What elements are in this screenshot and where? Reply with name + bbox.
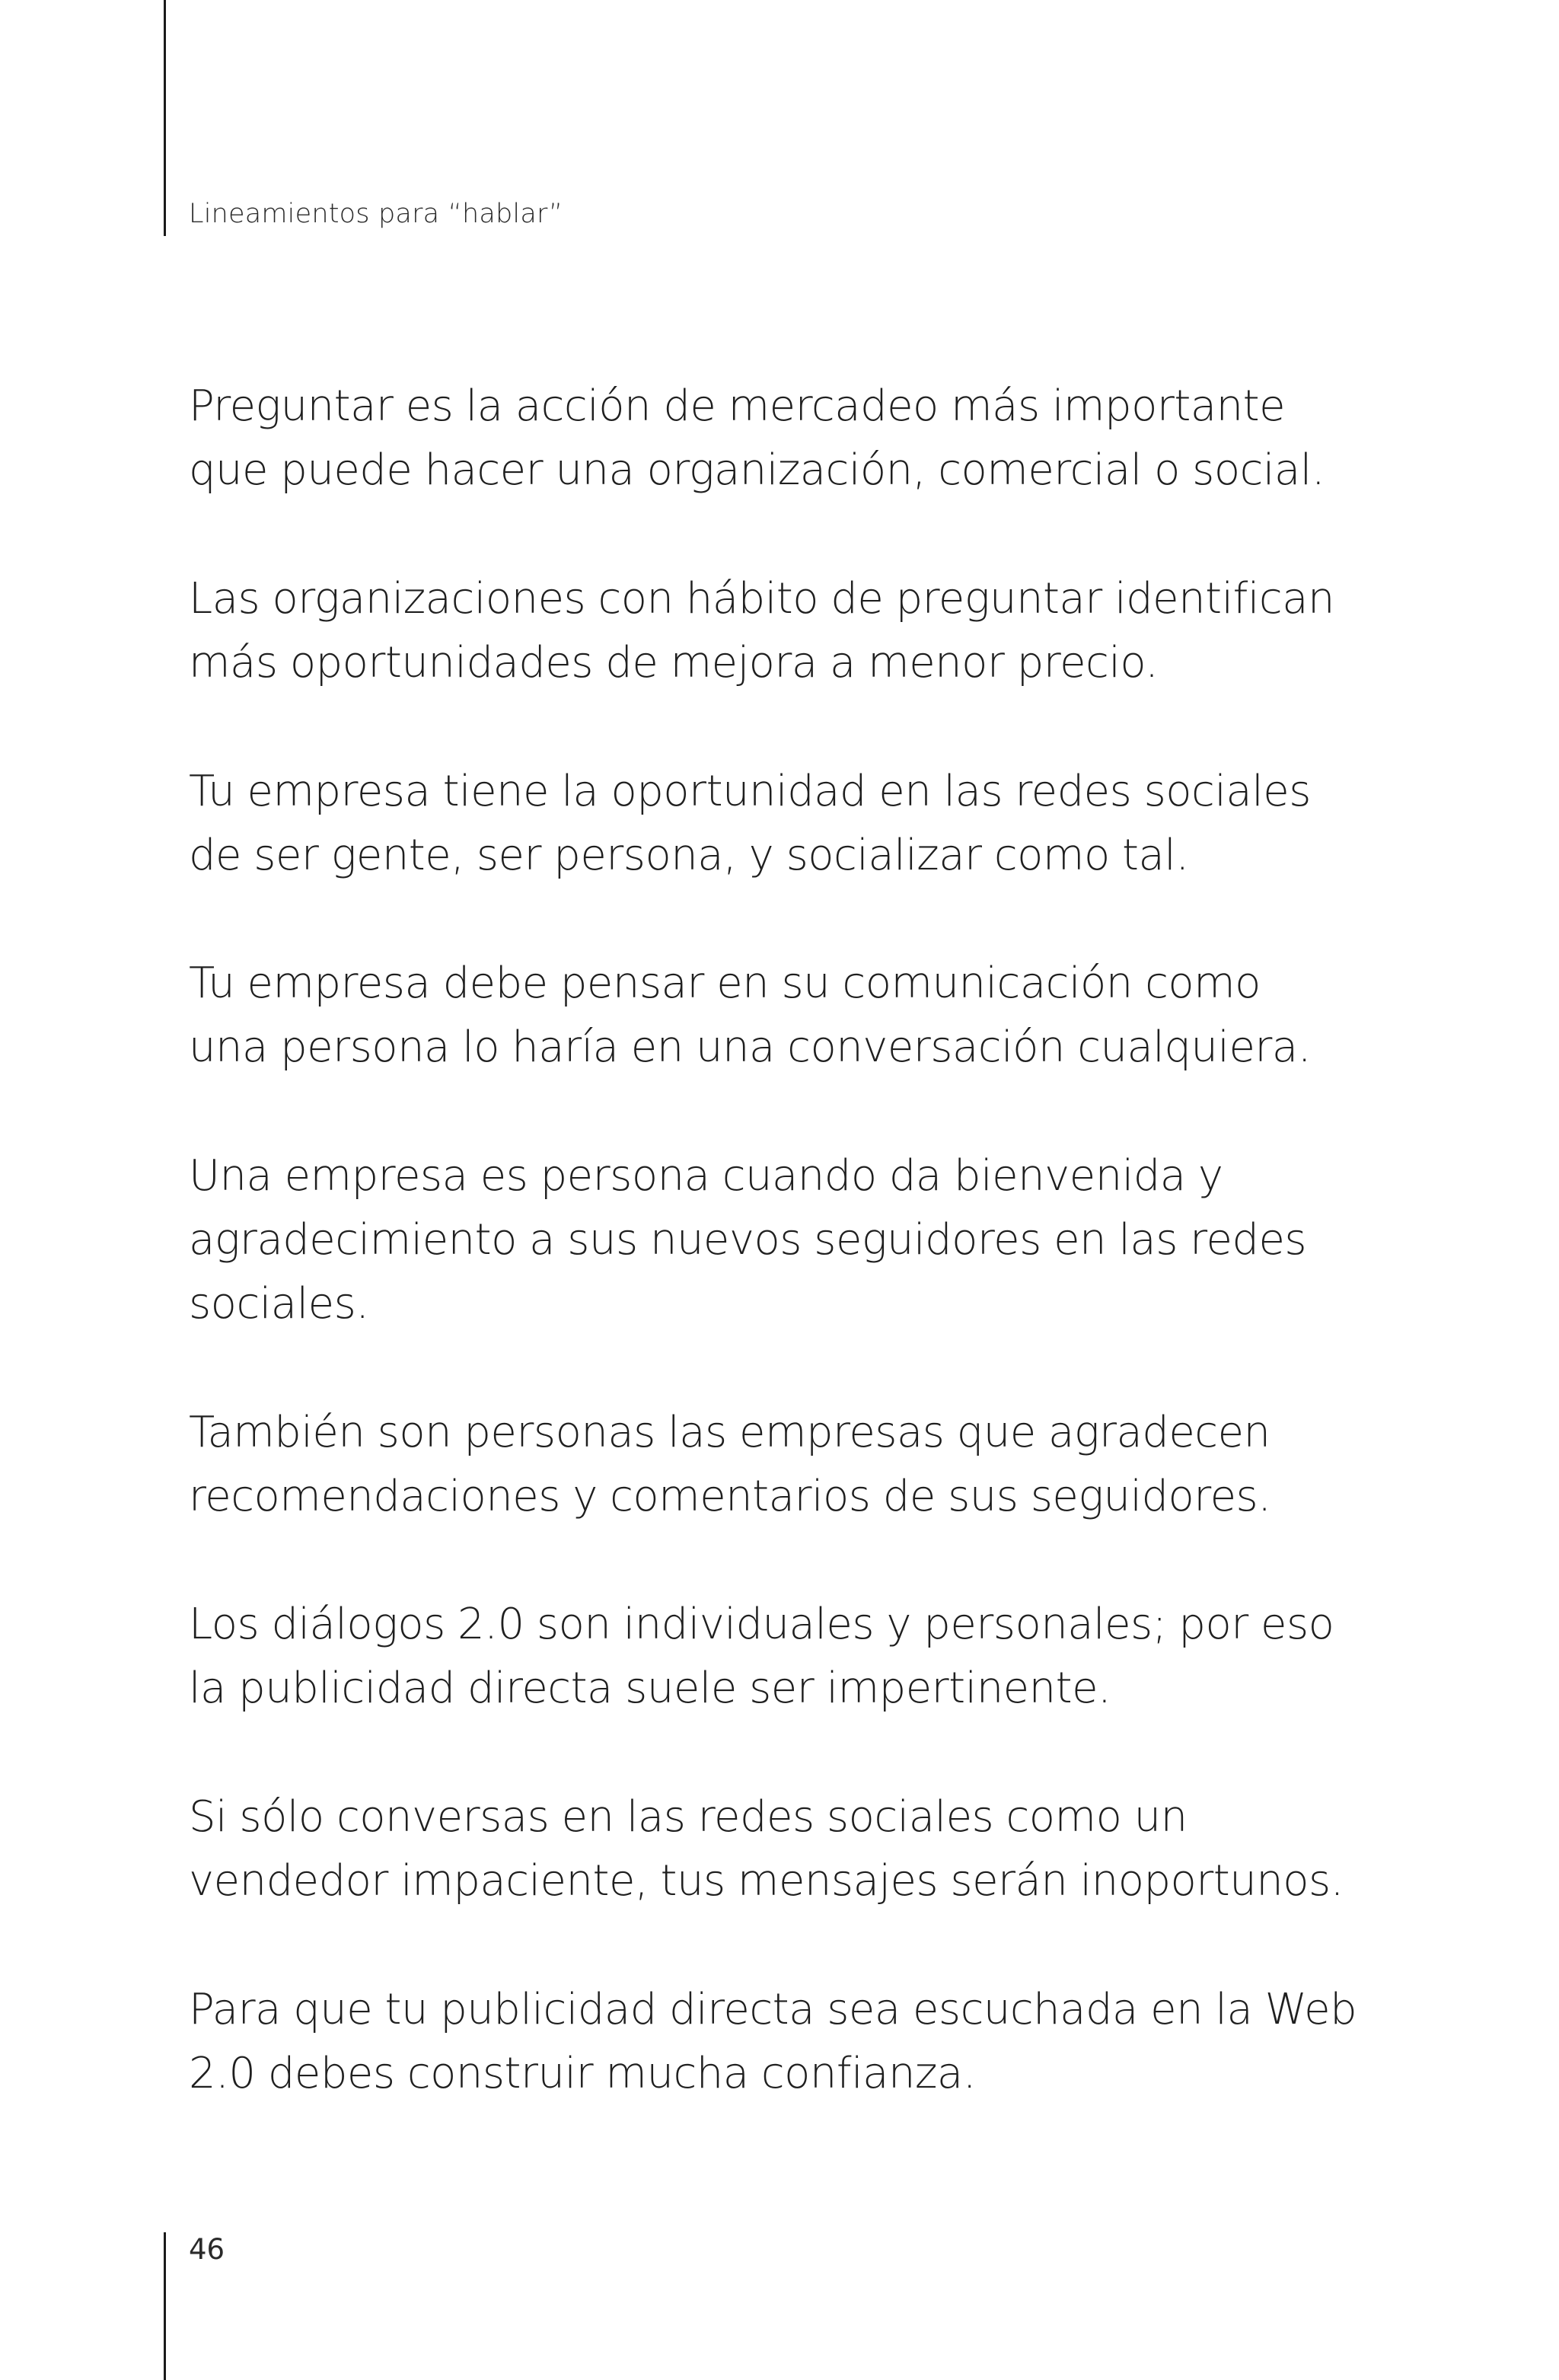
paragraph-4 xyxy=(189,952,1376,1080)
paragraph-3 xyxy=(189,760,1376,888)
paragraph-5 xyxy=(189,1144,1376,1336)
paragraph-line: También son personas las empresas que agradecen xyxy=(189,1408,1270,1457)
paragraph-line: una persona lo haría en una conversación cualquiera. xyxy=(189,1023,1312,1072)
paragraph-9 xyxy=(189,1978,1376,2106)
paragraph-line: Una empresa es persona cuando da bienvenida y xyxy=(189,1151,1223,1201)
paragraph-line: Tu empresa tiene la oportunidad en las redes sociales xyxy=(189,767,1311,816)
paragraph-2 xyxy=(189,567,1376,695)
paragraph-line: que puede hacer una organización, comercial o social. xyxy=(189,445,1325,495)
paragraph-line: recomendaciones y comentarios de sus seguidores. xyxy=(189,1472,1271,1521)
paragraph-line: sociales. xyxy=(189,1279,369,1329)
bottom-margin-rule xyxy=(164,2232,166,2380)
paragraph-line: Preguntar es la acción de mercadeo más importante xyxy=(189,381,1286,431)
top-margin-rule xyxy=(164,0,166,236)
running-head: Lineamientos para “hablar” xyxy=(189,199,563,229)
paragraph-line: Si sólo conversas en las redes sociales como un xyxy=(189,1792,1188,1842)
paragraph-7 xyxy=(189,1593,1376,1721)
paragraph-line: la publicidad directa suele ser impertinente. xyxy=(189,1664,1111,1713)
paragraph-line: más oportunidades de mejora a menor precio. xyxy=(189,638,1159,688)
paragraph-line: vendedor impaciente, tus mensajes serán inoportunos. xyxy=(189,1856,1344,1906)
paragraph-6 xyxy=(189,1401,1376,1529)
page-number: 46 xyxy=(189,2233,225,2266)
paragraph-line: Tu empresa debe pensar en su comunicación como xyxy=(189,959,1261,1008)
paragraph-line: agradecimiento a sus nuevos seguidores en las redes xyxy=(189,1215,1307,1265)
paragraph-line: Para que tu publicidad directa sea escuchada en la Web xyxy=(189,1985,1357,2034)
paragraph-line: Las organizaciones con hábito de preguntar identifican xyxy=(189,574,1335,624)
paragraph-1 xyxy=(189,375,1376,502)
paragraph-line: 2.0 debes construir mucha confianza. xyxy=(189,2049,976,2098)
paragraph-line: de ser gente, ser persona, y socializar como tal. xyxy=(189,831,1189,880)
paragraph-line: Los diálogos 2.0 son individuales y personales; por eso xyxy=(189,1600,1334,1649)
paragraph-8 xyxy=(189,1785,1376,1913)
